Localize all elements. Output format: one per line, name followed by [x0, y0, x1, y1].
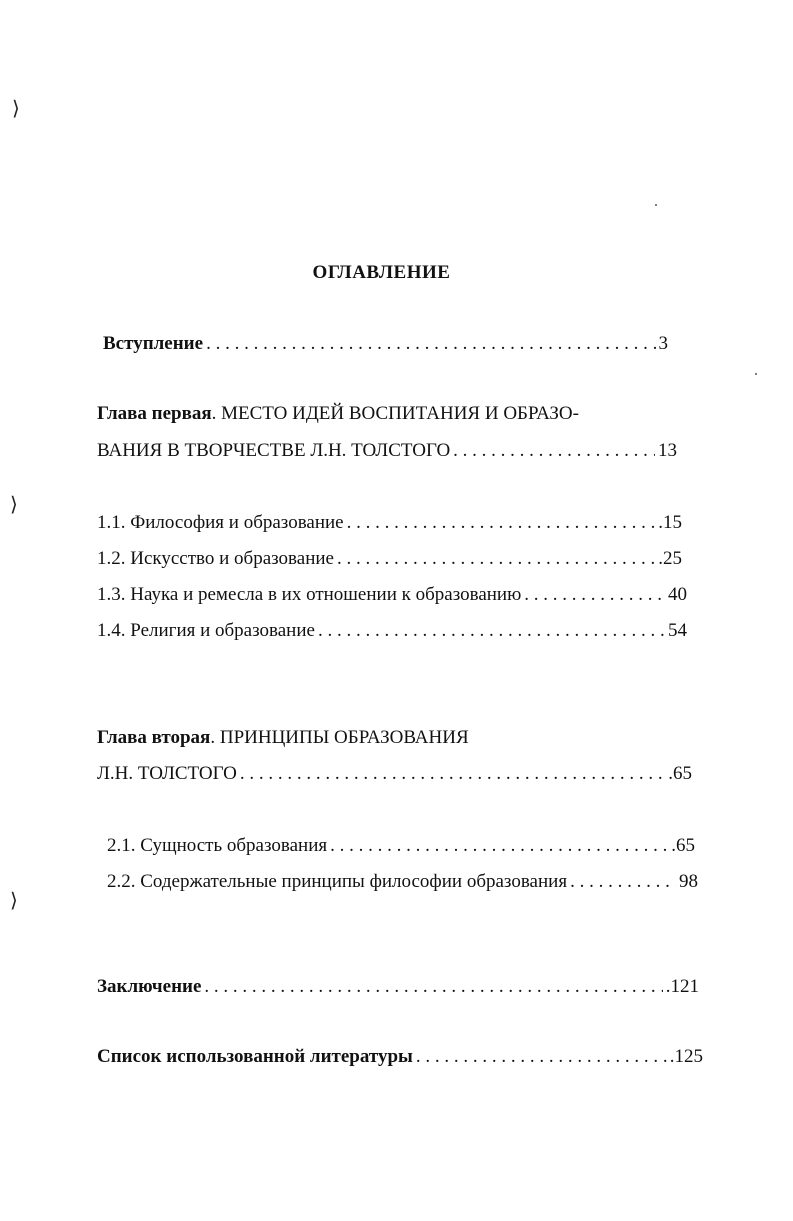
toc-page-number: .125 [669, 1046, 703, 1067]
dot-leader [206, 333, 655, 355]
scan-speck [655, 204, 657, 206]
dot-leader [318, 620, 665, 642]
toc-entry-chapter1[interactable] [97, 440, 677, 462]
toc-entry-intro[interactable] [103, 333, 668, 355]
toc-page-number: 13 [658, 440, 677, 461]
toc-entry-section-1-1[interactable] [97, 512, 682, 534]
chapter2-heading-line1[interactable] [97, 727, 469, 749]
toc-entry-chapter2[interactable] [97, 763, 692, 785]
dot-leader [204, 976, 662, 998]
binding-mark-2: ⟩ [10, 494, 18, 516]
toc-entry-section-1-2[interactable] [97, 548, 682, 570]
toc-label: Л.Н. ТОЛСТОГО [97, 763, 237, 784]
binding-mark-3: ⟩ [10, 890, 18, 912]
toc-page-number: .65 [668, 763, 692, 784]
dot-leader [416, 1046, 667, 1068]
chapter1-heading-text: . МЕСТО ИДЕЙ ВОСПИТАНИЯ И ОБРАЗО- [211, 403, 579, 424]
page-title: ОГЛАВЛЕНИЕ [312, 262, 451, 283]
toc-page-number: 54 [668, 620, 687, 641]
toc-page-number: .65 [671, 835, 695, 856]
toc-page-number: .15 [658, 512, 682, 533]
dot-leader [337, 548, 655, 570]
toc-entry-conclusion[interactable] [97, 976, 699, 998]
dot-leader [330, 835, 668, 857]
scan-speck [755, 373, 757, 375]
dot-leader [347, 512, 656, 534]
chapter1-prefix: Глава первая [97, 403, 212, 424]
toc-label: 2.2. Содержательные принципы философии образования [107, 871, 568, 892]
toc-label: 1.2. Искусство и образование [97, 548, 334, 569]
dot-leader [570, 871, 676, 893]
toc-label: Вступление [103, 333, 204, 354]
toc-label: 1.3. Наука и ремесла в их отношении к образованию [97, 584, 522, 605]
toc-entry-section-2-1[interactable] [107, 835, 695, 857]
toc-label: Список использованной литературы [97, 1046, 413, 1067]
toc-label: ВАНИЯ В ТВОРЧЕСТВЕ Л.Н. ТОЛСТОГО [97, 440, 451, 461]
toc-label: 2.1. Сущность образования [107, 835, 328, 856]
toc-entry-bibliography[interactable] [97, 1046, 703, 1068]
binding-mark-1: ⟩ [12, 98, 20, 120]
chapter2-heading-text: . ПРИНЦИПЫ ОБРАЗОВАНИЯ [210, 727, 469, 748]
toc-entry-section-1-4[interactable] [97, 620, 687, 642]
chapter2-prefix: Глава вторая [97, 727, 211, 748]
toc-label: 1.4. Религия и образование [97, 620, 315, 641]
chapter1-heading-line1[interactable] [97, 403, 579, 425]
toc-page-number: 98 [679, 871, 698, 892]
toc-entry-section-2-2[interactable] [107, 871, 698, 893]
toc-label: 1.1. Философия и образование [97, 512, 344, 533]
toc-page-number: .25 [658, 548, 682, 569]
toc-page-number: 3 [658, 333, 668, 354]
toc-entry-section-1-3[interactable] [97, 584, 687, 606]
toc-page-number: .121 [665, 976, 699, 997]
toc-label: Заключение [97, 976, 202, 997]
toc-page-number: 40 [668, 584, 687, 605]
dot-leader [240, 763, 665, 785]
dot-leader [524, 584, 665, 606]
dot-leader [453, 440, 655, 462]
